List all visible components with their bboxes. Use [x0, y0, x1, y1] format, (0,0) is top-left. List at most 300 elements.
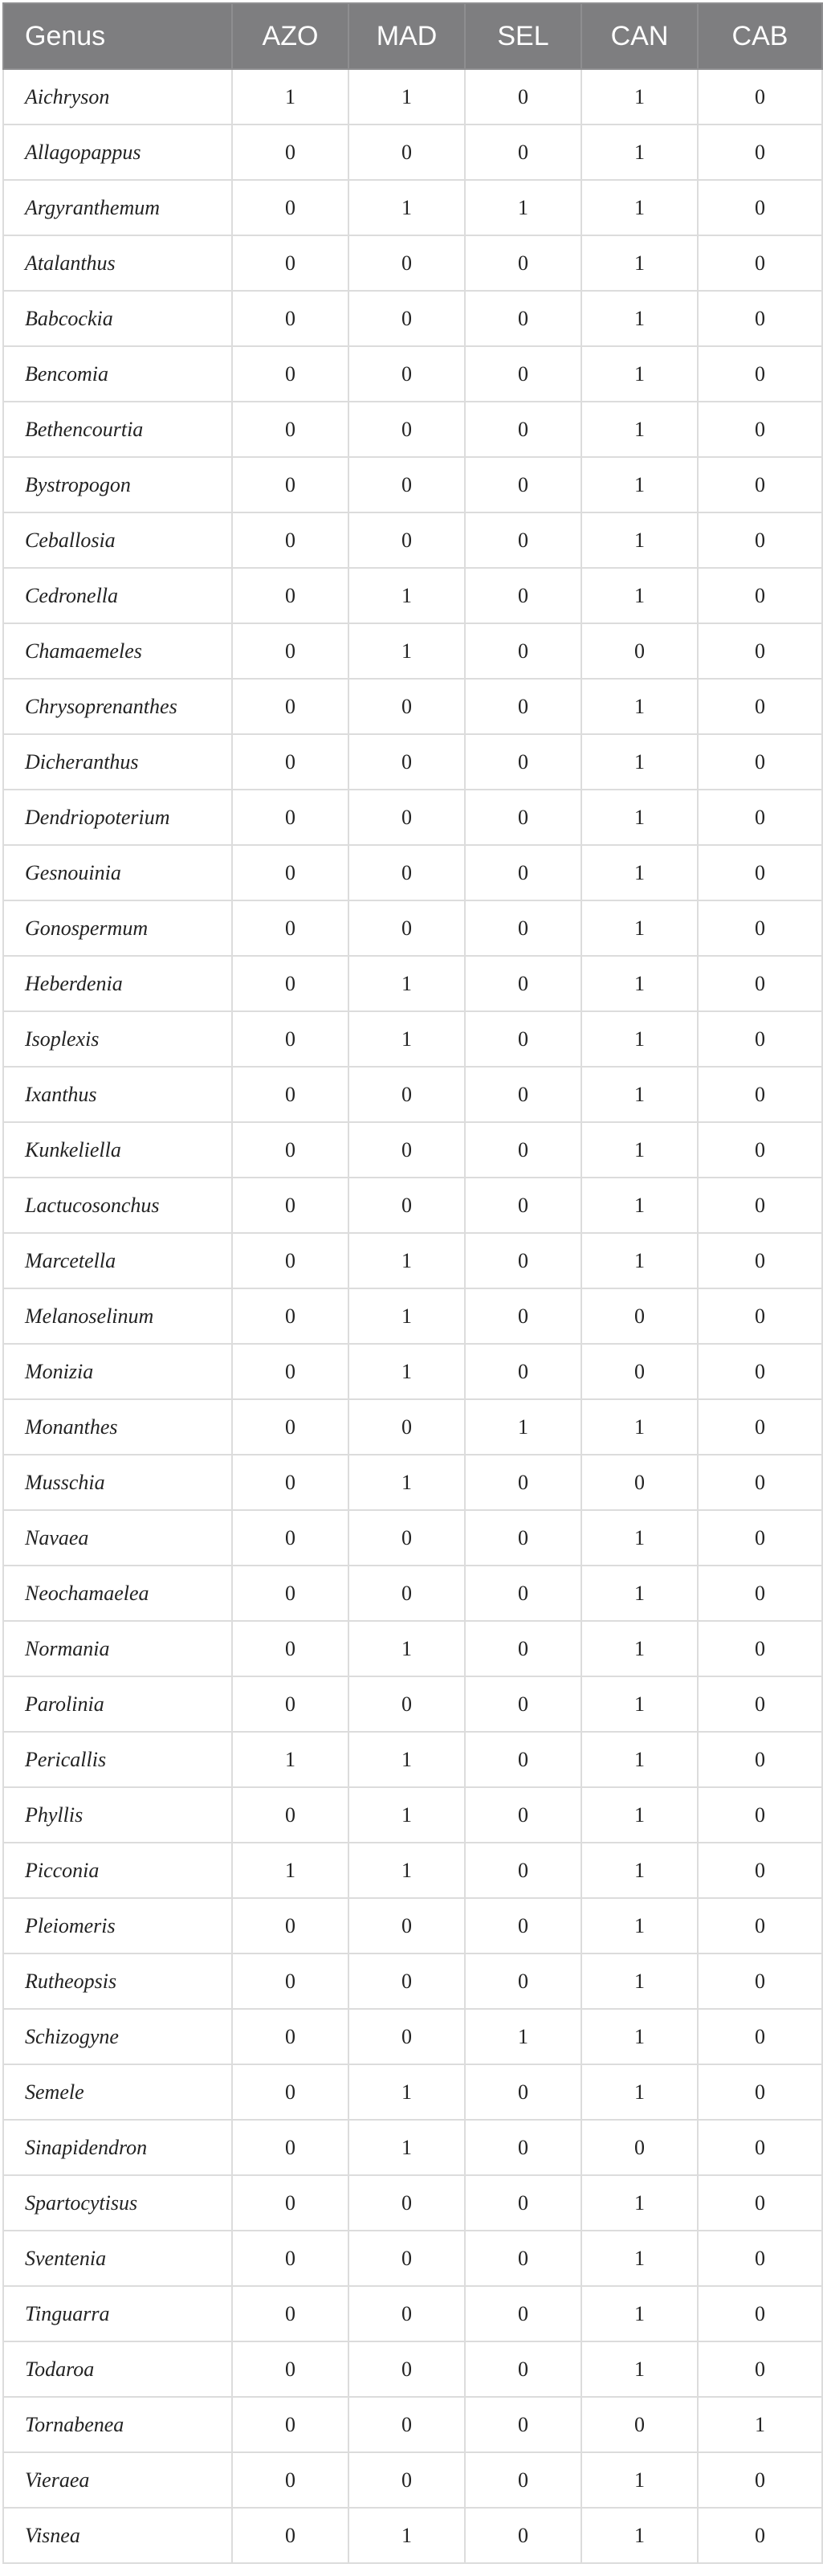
can-cell: 1 [581, 1843, 698, 1898]
cab-cell: 0 [698, 1843, 822, 1898]
table-row [3, 679, 822, 734]
sel-cell: 0 [465, 1898, 581, 1953]
genus-cell: Gonospermum [3, 900, 232, 956]
cab-cell: 0 [698, 1288, 822, 1344]
mad-cell: 0 [348, 1178, 465, 1233]
genus-cell: Schizogyne [3, 2009, 232, 2064]
genus-cell: Tinguarra [3, 2286, 232, 2341]
genus-cell: Neochamaelea [3, 1566, 232, 1621]
table-row [3, 1953, 822, 2009]
azo-cell: 0 [232, 125, 348, 180]
azo-cell: 0 [232, 402, 348, 457]
azo-cell: 0 [232, 845, 348, 900]
mad-cell: 1 [348, 1233, 465, 1288]
can-cell: 1 [581, 1898, 698, 1953]
sel-cell: 0 [465, 125, 581, 180]
table-row [3, 180, 822, 235]
cab-cell: 0 [698, 734, 822, 790]
header-mad: MAD [348, 3, 465, 69]
genus-cell: Gesnouinia [3, 845, 232, 900]
genus-cell: Allagopappus [3, 125, 232, 180]
genus-cell: Lactucosonchus [3, 1178, 232, 1233]
mad-cell: 0 [348, 291, 465, 346]
table-header [3, 3, 822, 69]
can-cell: 0 [581, 1288, 698, 1344]
azo-cell: 0 [232, 623, 348, 679]
cab-cell: 0 [698, 845, 822, 900]
can-cell: 1 [581, 1233, 698, 1288]
table-row [3, 235, 822, 291]
sel-cell: 0 [465, 1178, 581, 1233]
cab-cell: 0 [698, 1732, 822, 1787]
sel-cell: 0 [465, 623, 581, 679]
mad-cell: 1 [348, 2120, 465, 2175]
genus-cell: Ixanthus [3, 1067, 232, 1122]
can-cell: 1 [581, 845, 698, 900]
header-cab: CAB [698, 3, 822, 69]
table-row [3, 790, 822, 845]
table-row [3, 291, 822, 346]
can-cell: 1 [581, 69, 698, 125]
can-cell: 0 [581, 2397, 698, 2452]
azo-cell: 0 [232, 790, 348, 845]
azo-cell: 0 [232, 2064, 348, 2120]
mad-cell: 0 [348, 734, 465, 790]
genus-cell: Sventenia [3, 2231, 232, 2286]
mad-cell: 1 [348, 2064, 465, 2120]
sel-cell: 0 [465, 1067, 581, 1122]
sel-cell: 0 [465, 956, 581, 1011]
cab-cell: 0 [698, 235, 822, 291]
genus-cell: Atalanthus [3, 235, 232, 291]
cab-cell: 0 [698, 346, 822, 402]
sel-cell: 0 [465, 402, 581, 457]
sel-cell: 1 [465, 2009, 581, 2064]
cab-cell: 0 [698, 402, 822, 457]
cab-cell: 0 [698, 2231, 822, 2286]
table-row [3, 512, 822, 568]
table-row [3, 734, 822, 790]
sel-cell: 0 [465, 1510, 581, 1566]
table-body [3, 69, 822, 2563]
azo-cell: 0 [232, 1787, 348, 1843]
mad-cell: 0 [348, 2286, 465, 2341]
table-row [3, 346, 822, 402]
sel-cell: 0 [465, 1344, 581, 1399]
cab-cell: 0 [698, 457, 822, 512]
azo-cell: 0 [232, 2175, 348, 2231]
azo-cell: 0 [232, 1011, 348, 1067]
cab-cell: 0 [698, 1787, 822, 1843]
genus-cell: Marcetella [3, 1233, 232, 1288]
can-cell: 1 [581, 346, 698, 402]
table-row [3, 1566, 822, 1621]
table-row [3, 2120, 822, 2175]
mad-cell: 0 [348, 2009, 465, 2064]
mad-cell: 0 [348, 790, 465, 845]
genus-cell: Dendriopoterium [3, 790, 232, 845]
table-row [3, 2231, 822, 2286]
azo-cell: 0 [232, 1676, 348, 1732]
genus-cell: Monanthes [3, 1399, 232, 1455]
header-azo: AZO [232, 3, 348, 69]
azo-cell: 0 [232, 1122, 348, 1178]
azo-cell: 1 [232, 1843, 348, 1898]
cab-cell: 0 [698, 2009, 822, 2064]
mad-cell: 1 [348, 623, 465, 679]
genus-cell: Rutheopsis [3, 1953, 232, 2009]
azo-cell: 0 [232, 2397, 348, 2452]
azo-cell: 0 [232, 1233, 348, 1288]
mad-cell: 1 [348, 1288, 465, 1344]
table-row [3, 2508, 822, 2563]
azo-cell: 1 [232, 69, 348, 125]
azo-cell: 0 [232, 734, 348, 790]
cab-cell: 0 [698, 125, 822, 180]
mad-cell: 0 [348, 512, 465, 568]
azo-cell: 0 [232, 180, 348, 235]
sel-cell: 0 [465, 1843, 581, 1898]
table-row [3, 2064, 822, 2120]
azo-cell: 0 [232, 956, 348, 1011]
sel-cell: 0 [465, 2175, 581, 2231]
can-cell: 1 [581, 2064, 698, 2120]
can-cell: 0 [581, 1344, 698, 1399]
azo-cell: 0 [232, 900, 348, 956]
genus-cell: Bethencourtia [3, 402, 232, 457]
header-sel: SEL [465, 3, 581, 69]
mad-cell: 1 [348, 1011, 465, 1067]
table-row [3, 1455, 822, 1510]
mad-cell: 0 [348, 2231, 465, 2286]
cab-cell: 0 [698, 1621, 822, 1676]
can-cell: 1 [581, 1732, 698, 1787]
table-row [3, 2397, 822, 2452]
mad-cell: 0 [348, 125, 465, 180]
azo-cell: 0 [232, 2286, 348, 2341]
cab-cell: 0 [698, 1344, 822, 1399]
azo-cell: 0 [232, 512, 348, 568]
sel-cell: 0 [465, 2064, 581, 2120]
cab-cell: 0 [698, 1676, 822, 1732]
cab-cell: 0 [698, 2452, 822, 2508]
can-cell: 1 [581, 2286, 698, 2341]
table-row [3, 623, 822, 679]
mad-cell: 0 [348, 2397, 465, 2452]
genus-cell: Picconia [3, 1843, 232, 1898]
genus-cell: Isoplexis [3, 1011, 232, 1067]
cab-cell: 0 [698, 1898, 822, 1953]
azo-cell: 0 [232, 2341, 348, 2397]
azo-cell: 0 [232, 2009, 348, 2064]
azo-cell: 0 [232, 1621, 348, 1676]
table-row [3, 900, 822, 956]
sel-cell: 0 [465, 2397, 581, 2452]
genus-cell: Kunkeliella [3, 1122, 232, 1178]
mad-cell: 1 [348, 1843, 465, 1898]
table-row [3, 1122, 822, 1178]
genus-distribution-table [2, 2, 823, 2564]
azo-cell: 0 [232, 1566, 348, 1621]
cab-cell: 0 [698, 790, 822, 845]
cab-cell: 1 [698, 2397, 822, 2452]
azo-cell: 0 [232, 1288, 348, 1344]
sel-cell: 0 [465, 457, 581, 512]
sel-cell: 0 [465, 1676, 581, 1732]
table-row [3, 1843, 822, 1898]
genus-cell: Todaroa [3, 2341, 232, 2397]
table-row [3, 1676, 822, 1732]
sel-cell: 0 [465, 679, 581, 734]
cab-cell: 0 [698, 1510, 822, 1566]
can-cell: 1 [581, 790, 698, 845]
can-cell: 0 [581, 2120, 698, 2175]
genus-cell: Chrysoprenanthes [3, 679, 232, 734]
can-cell: 1 [581, 2231, 698, 2286]
sel-cell: 0 [465, 1566, 581, 1621]
can-cell: 0 [581, 1455, 698, 1510]
can-cell: 1 [581, 1787, 698, 1843]
can-cell: 1 [581, 1510, 698, 1566]
genus-cell: Visnea [3, 2508, 232, 2563]
mad-cell: 0 [348, 346, 465, 402]
table-row [3, 1621, 822, 1676]
cab-cell: 0 [698, 2175, 822, 2231]
table-row [3, 1399, 822, 1455]
cab-cell: 0 [698, 1011, 822, 1067]
sel-cell: 0 [465, 1621, 581, 1676]
can-cell: 1 [581, 1178, 698, 1233]
azo-cell: 0 [232, 1344, 348, 1399]
mad-cell: 0 [348, 1676, 465, 1732]
table-row [3, 2286, 822, 2341]
genus-cell: Semele [3, 2064, 232, 2120]
cab-cell: 0 [698, 512, 822, 568]
cab-cell: 0 [698, 2286, 822, 2341]
cab-cell: 0 [698, 900, 822, 956]
sel-cell: 0 [465, 1011, 581, 1067]
can-cell: 1 [581, 235, 698, 291]
table-row [3, 2341, 822, 2397]
genus-cell: Argyranthemum [3, 180, 232, 235]
can-cell: 1 [581, 2009, 698, 2064]
mad-cell: 0 [348, 2452, 465, 2508]
mad-cell: 0 [348, 1122, 465, 1178]
can-cell: 1 [581, 1011, 698, 1067]
table-row [3, 402, 822, 457]
can-cell: 1 [581, 1621, 698, 1676]
cab-cell: 0 [698, 1399, 822, 1455]
mad-cell: 1 [348, 2508, 465, 2563]
mad-cell: 0 [348, 1067, 465, 1122]
table-row [3, 845, 822, 900]
sel-cell: 1 [465, 1399, 581, 1455]
genus-cell: Bystropogon [3, 457, 232, 512]
table-row [3, 956, 822, 1011]
can-cell: 1 [581, 956, 698, 1011]
mad-cell: 1 [348, 1455, 465, 1510]
cab-cell: 0 [698, 180, 822, 235]
mad-cell: 1 [348, 69, 465, 125]
can-cell: 1 [581, 568, 698, 623]
azo-cell: 0 [232, 457, 348, 512]
can-cell: 1 [581, 734, 698, 790]
genus-cell: Cedronella [3, 568, 232, 623]
header-row [3, 3, 822, 69]
table-row [3, 125, 822, 180]
genus-cell: Navaea [3, 1510, 232, 1566]
sel-cell: 1 [465, 180, 581, 235]
azo-cell: 0 [232, 1510, 348, 1566]
mad-cell: 0 [348, 457, 465, 512]
mad-cell: 0 [348, 1399, 465, 1455]
genus-cell: Musschia [3, 1455, 232, 1510]
can-cell: 0 [581, 623, 698, 679]
can-cell: 1 [581, 125, 698, 180]
azo-cell: 0 [232, 1455, 348, 1510]
genus-cell: Chamaemeles [3, 623, 232, 679]
cab-cell: 0 [698, 956, 822, 1011]
genus-cell: Ceballosia [3, 512, 232, 568]
mad-cell: 1 [348, 1621, 465, 1676]
cab-cell: 0 [698, 2064, 822, 2120]
cab-cell: 0 [698, 679, 822, 734]
mad-cell: 0 [348, 2175, 465, 2231]
table-row [3, 1787, 822, 1843]
table-row [3, 1067, 822, 1122]
sel-cell: 0 [465, 69, 581, 125]
genus-cell: Melanoselinum [3, 1288, 232, 1344]
mad-cell: 0 [348, 679, 465, 734]
mad-cell: 0 [348, 1566, 465, 1621]
can-cell: 1 [581, 2452, 698, 2508]
table-row [3, 568, 822, 623]
can-cell: 1 [581, 1566, 698, 1621]
azo-cell: 1 [232, 1732, 348, 1787]
mad-cell: 1 [348, 956, 465, 1011]
header-genus: Genus [3, 3, 232, 69]
azo-cell: 0 [232, 2508, 348, 2563]
sel-cell: 0 [465, 2508, 581, 2563]
mad-cell: 0 [348, 402, 465, 457]
sel-cell: 0 [465, 1787, 581, 1843]
genus-cell: Bencomia [3, 346, 232, 402]
azo-cell: 0 [232, 1067, 348, 1122]
cab-cell: 0 [698, 1067, 822, 1122]
can-cell: 1 [581, 679, 698, 734]
sel-cell: 0 [465, 900, 581, 956]
table-row [3, 1011, 822, 1067]
sel-cell: 0 [465, 1233, 581, 1288]
mad-cell: 0 [348, 2341, 465, 2397]
mad-cell: 0 [348, 1510, 465, 1566]
cab-cell: 0 [698, 1953, 822, 2009]
genus-cell: Normania [3, 1621, 232, 1676]
sel-cell: 0 [465, 2341, 581, 2397]
genus-cell: Tornabenea [3, 2397, 232, 2452]
sel-cell: 0 [465, 346, 581, 402]
can-cell: 1 [581, 1953, 698, 2009]
genus-cell: Monizia [3, 1344, 232, 1399]
cab-cell: 0 [698, 2508, 822, 2563]
cab-cell: 0 [698, 1178, 822, 1233]
table-row [3, 2009, 822, 2064]
table-row [3, 1233, 822, 1288]
can-cell: 1 [581, 180, 698, 235]
table-row [3, 2452, 822, 2508]
can-cell: 1 [581, 900, 698, 956]
mad-cell: 0 [348, 900, 465, 956]
genus-cell: Aichryson [3, 69, 232, 125]
genus-cell: Parolinia [3, 1676, 232, 1732]
azo-cell: 0 [232, 1178, 348, 1233]
table-row [3, 1510, 822, 1566]
azo-cell: 0 [232, 2120, 348, 2175]
can-cell: 1 [581, 2508, 698, 2563]
can-cell: 1 [581, 2175, 698, 2231]
can-cell: 1 [581, 402, 698, 457]
genus-cell: Vieraea [3, 2452, 232, 2508]
azo-cell: 0 [232, 346, 348, 402]
sel-cell: 0 [465, 2286, 581, 2341]
table-row [3, 2175, 822, 2231]
can-cell: 1 [581, 291, 698, 346]
azo-cell: 0 [232, 235, 348, 291]
cab-cell: 0 [698, 69, 822, 125]
can-cell: 1 [581, 1399, 698, 1455]
table-row [3, 457, 822, 512]
azo-cell: 0 [232, 568, 348, 623]
genus-cell: Spartocytisus [3, 2175, 232, 2231]
table-row [3, 1898, 822, 1953]
table-row [3, 69, 822, 125]
cab-cell: 0 [698, 1566, 822, 1621]
sel-cell: 0 [465, 1122, 581, 1178]
sel-cell: 0 [465, 2120, 581, 2175]
header-can: CAN [581, 3, 698, 69]
genus-cell: Babcockia [3, 291, 232, 346]
azo-cell: 0 [232, 1399, 348, 1455]
genus-cell: Phyllis [3, 1787, 232, 1843]
sel-cell: 0 [465, 1732, 581, 1787]
azo-cell: 0 [232, 1953, 348, 2009]
sel-cell: 0 [465, 2452, 581, 2508]
mad-cell: 1 [348, 180, 465, 235]
can-cell: 1 [581, 1676, 698, 1732]
mad-cell: 1 [348, 1344, 465, 1399]
cab-cell: 0 [698, 1455, 822, 1510]
sel-cell: 0 [465, 1953, 581, 2009]
azo-cell: 0 [232, 2452, 348, 2508]
table-row [3, 1732, 822, 1787]
azo-cell: 0 [232, 679, 348, 734]
azo-cell: 0 [232, 1898, 348, 1953]
genus-cell: Dicheranthus [3, 734, 232, 790]
cab-cell: 0 [698, 568, 822, 623]
cab-cell: 0 [698, 2120, 822, 2175]
table-row [3, 1288, 822, 1344]
cab-cell: 0 [698, 2341, 822, 2397]
cab-cell: 0 [698, 623, 822, 679]
sel-cell: 0 [465, 845, 581, 900]
sel-cell: 0 [465, 1455, 581, 1510]
sel-cell: 0 [465, 568, 581, 623]
genus-cell: Sinapidendron [3, 2120, 232, 2175]
sel-cell: 0 [465, 2231, 581, 2286]
mad-cell: 1 [348, 1787, 465, 1843]
table-row [3, 1344, 822, 1399]
sel-cell: 0 [465, 734, 581, 790]
